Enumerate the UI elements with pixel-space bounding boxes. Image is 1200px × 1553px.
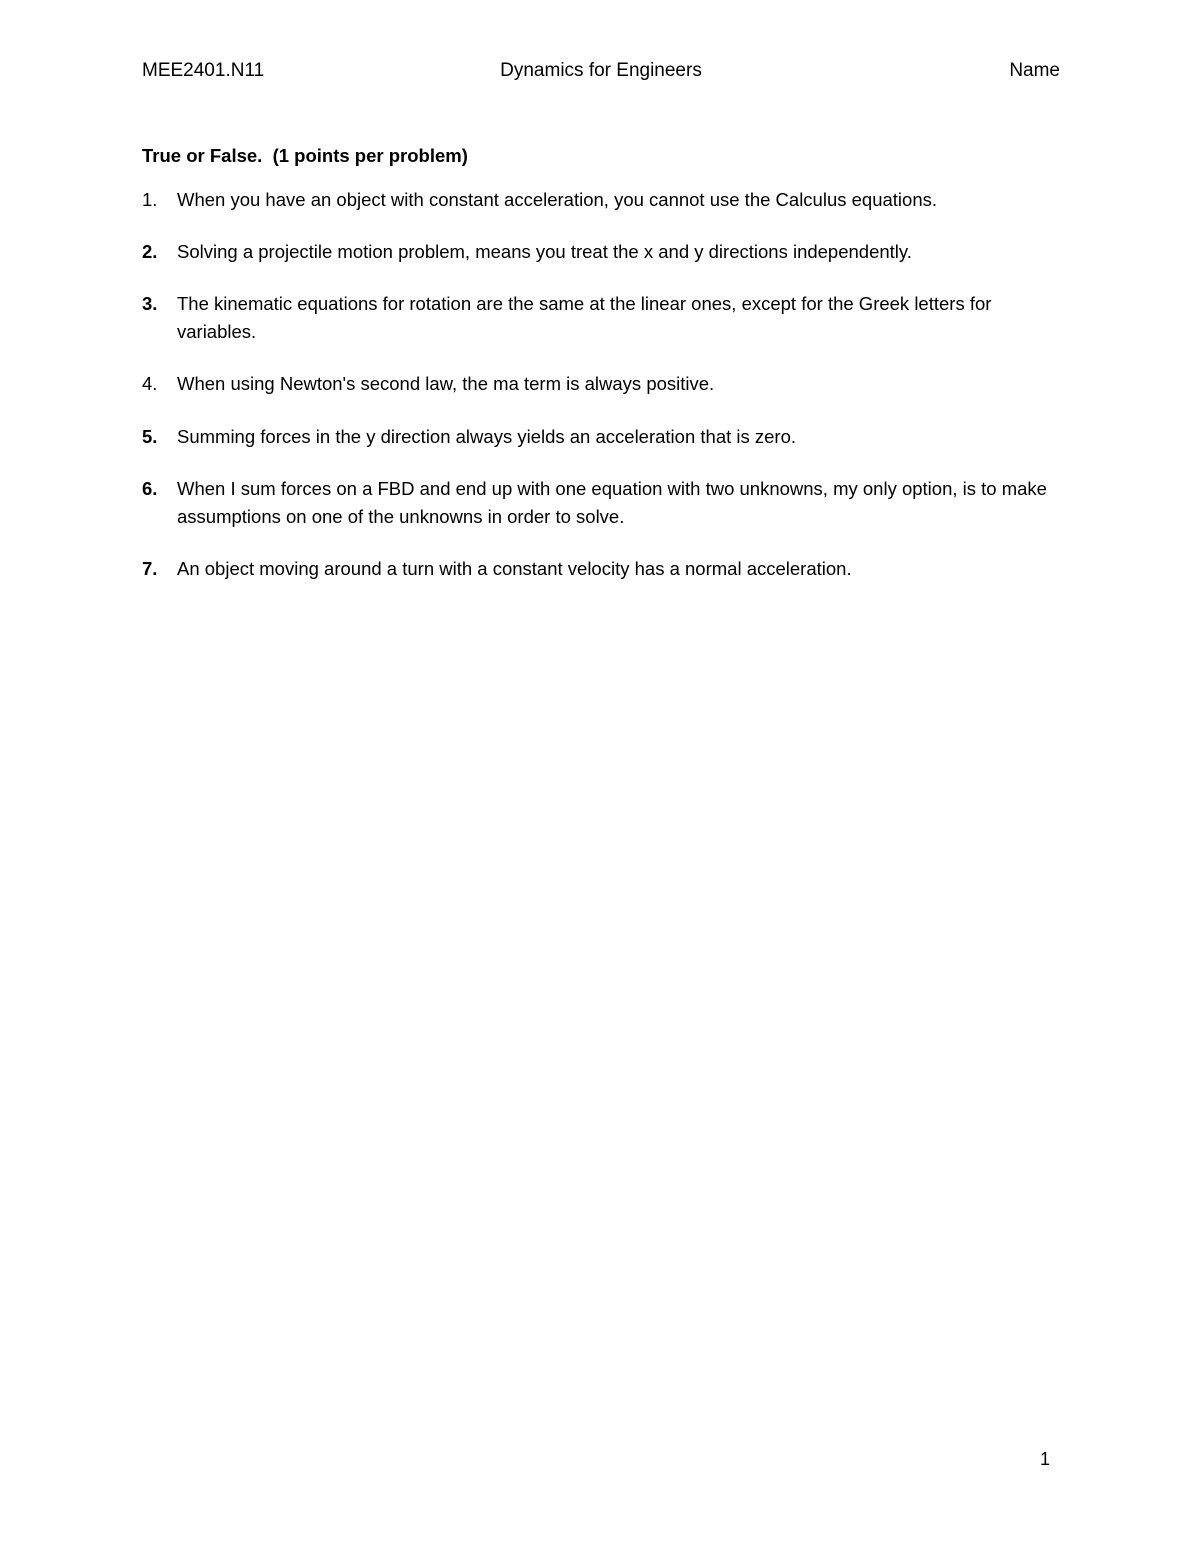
question-text: When using Newton's second law, the ma term is always positive. [177,373,715,394]
page-header [142,58,1060,84]
section-title: True or False. (1 points per problem) [142,145,468,166]
question-item [142,186,1064,214]
question-text: When I sum forces on a FBD and end up with one equation with two unknowns, my only option, is to make assumptions on one of the unknowns in order to solve. [177,478,1047,527]
question-number: 5. [142,426,158,447]
question-text: An object moving around a turn with a constant velocity has a normal acceleration. [177,558,852,579]
question-number: 7. [142,558,158,579]
question-item [142,475,1064,531]
question-text: Summing forces in the y direction always yields an acceleration that is zero. [177,426,797,447]
question-number: 4. [142,373,158,394]
question-number: 1. [142,189,158,210]
question-text: The kinematic equations for rotation are the same at the linear ones, except for the Greek letters for variables. [177,293,992,342]
question-item [142,555,1064,583]
question-number: 2. [142,241,158,262]
question-item [142,423,1064,451]
name-label: Name [1009,60,1060,81]
question-item [142,238,1064,266]
page-number: 1 [1040,1449,1051,1469]
question-text: When you have an object with constant acceleration, you cannot use the Calculus equations. [177,189,937,210]
question-number: 3. [142,293,158,314]
course-code: MEE2401.N11 [142,60,265,81]
question-item [142,370,1064,398]
question-text: Solving a projectile motion problem, means you treat the x and y directions independently. [177,241,912,262]
question-number: 6. [142,478,158,499]
question-item [142,290,1064,346]
course-title: Dynamics for Engineers [500,60,702,81]
